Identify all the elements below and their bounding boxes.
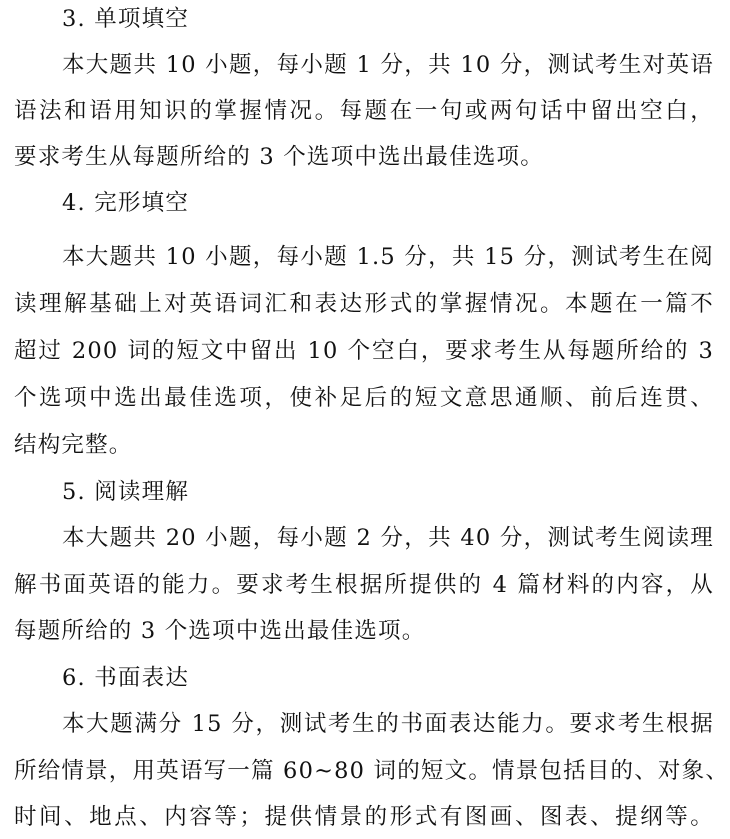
paragraph-line: 语法和语用知识的掌握情况。每题在一句或两句话中留出空白， bbox=[14, 98, 714, 124]
section-heading: 4. 完形填空 bbox=[62, 190, 190, 216]
paragraph-line: 个选项中选出最佳选项，使补足后的短文意思通顺、前后连贯、 bbox=[14, 385, 714, 411]
paragraph-line: 本大题共 20 小题，每小题 2 分，共 40 分，测试考生阅读理 bbox=[62, 525, 714, 551]
paragraph-line: 读理解基础上对英语词汇和表达形式的掌握情况。本题在一篇不 bbox=[14, 291, 714, 317]
paragraph-line: 每题所给的 3 个选项中选出最佳选项。 bbox=[14, 618, 426, 644]
paragraph-line: 结构完整。 bbox=[14, 432, 133, 458]
paragraph-line: 本大题共 10 小题，每小题 1 分，共 10 分，测试考生对英语 bbox=[62, 52, 714, 78]
paragraph-line: 超过 200 词的短文中留出 10 个空白，要求考生从每题所给的 3 bbox=[14, 338, 714, 364]
paragraph-line: 本大题共 10 小题，每小题 1.5 分，共 15 分，测试考生在阅 bbox=[62, 244, 714, 270]
section-heading: 3. 单项填空 bbox=[62, 6, 190, 32]
paragraph-line: 时间、地点、内容等；提供情景的形式有图画、图表、提纲等。 bbox=[14, 804, 714, 830]
section-heading: 6. 书面表达 bbox=[62, 665, 190, 691]
paragraph-line: 所给情景，用英语写一篇 60~80 词的短文。情景包括目的、对象、 bbox=[14, 758, 730, 784]
paragraph-line: 本大题满分 15 分，测试考生的书面表达能力。要求考生根据 bbox=[62, 711, 714, 737]
paragraph-line: 解书面英语的能力。要求考生根据所提供的 4 篇材料的内容，从 bbox=[14, 572, 714, 598]
section-heading: 5. 阅读理解 bbox=[62, 479, 190, 505]
paragraph-line: 要求考生从每题所给的 3 个选项中选出最佳选项。 bbox=[14, 144, 544, 170]
